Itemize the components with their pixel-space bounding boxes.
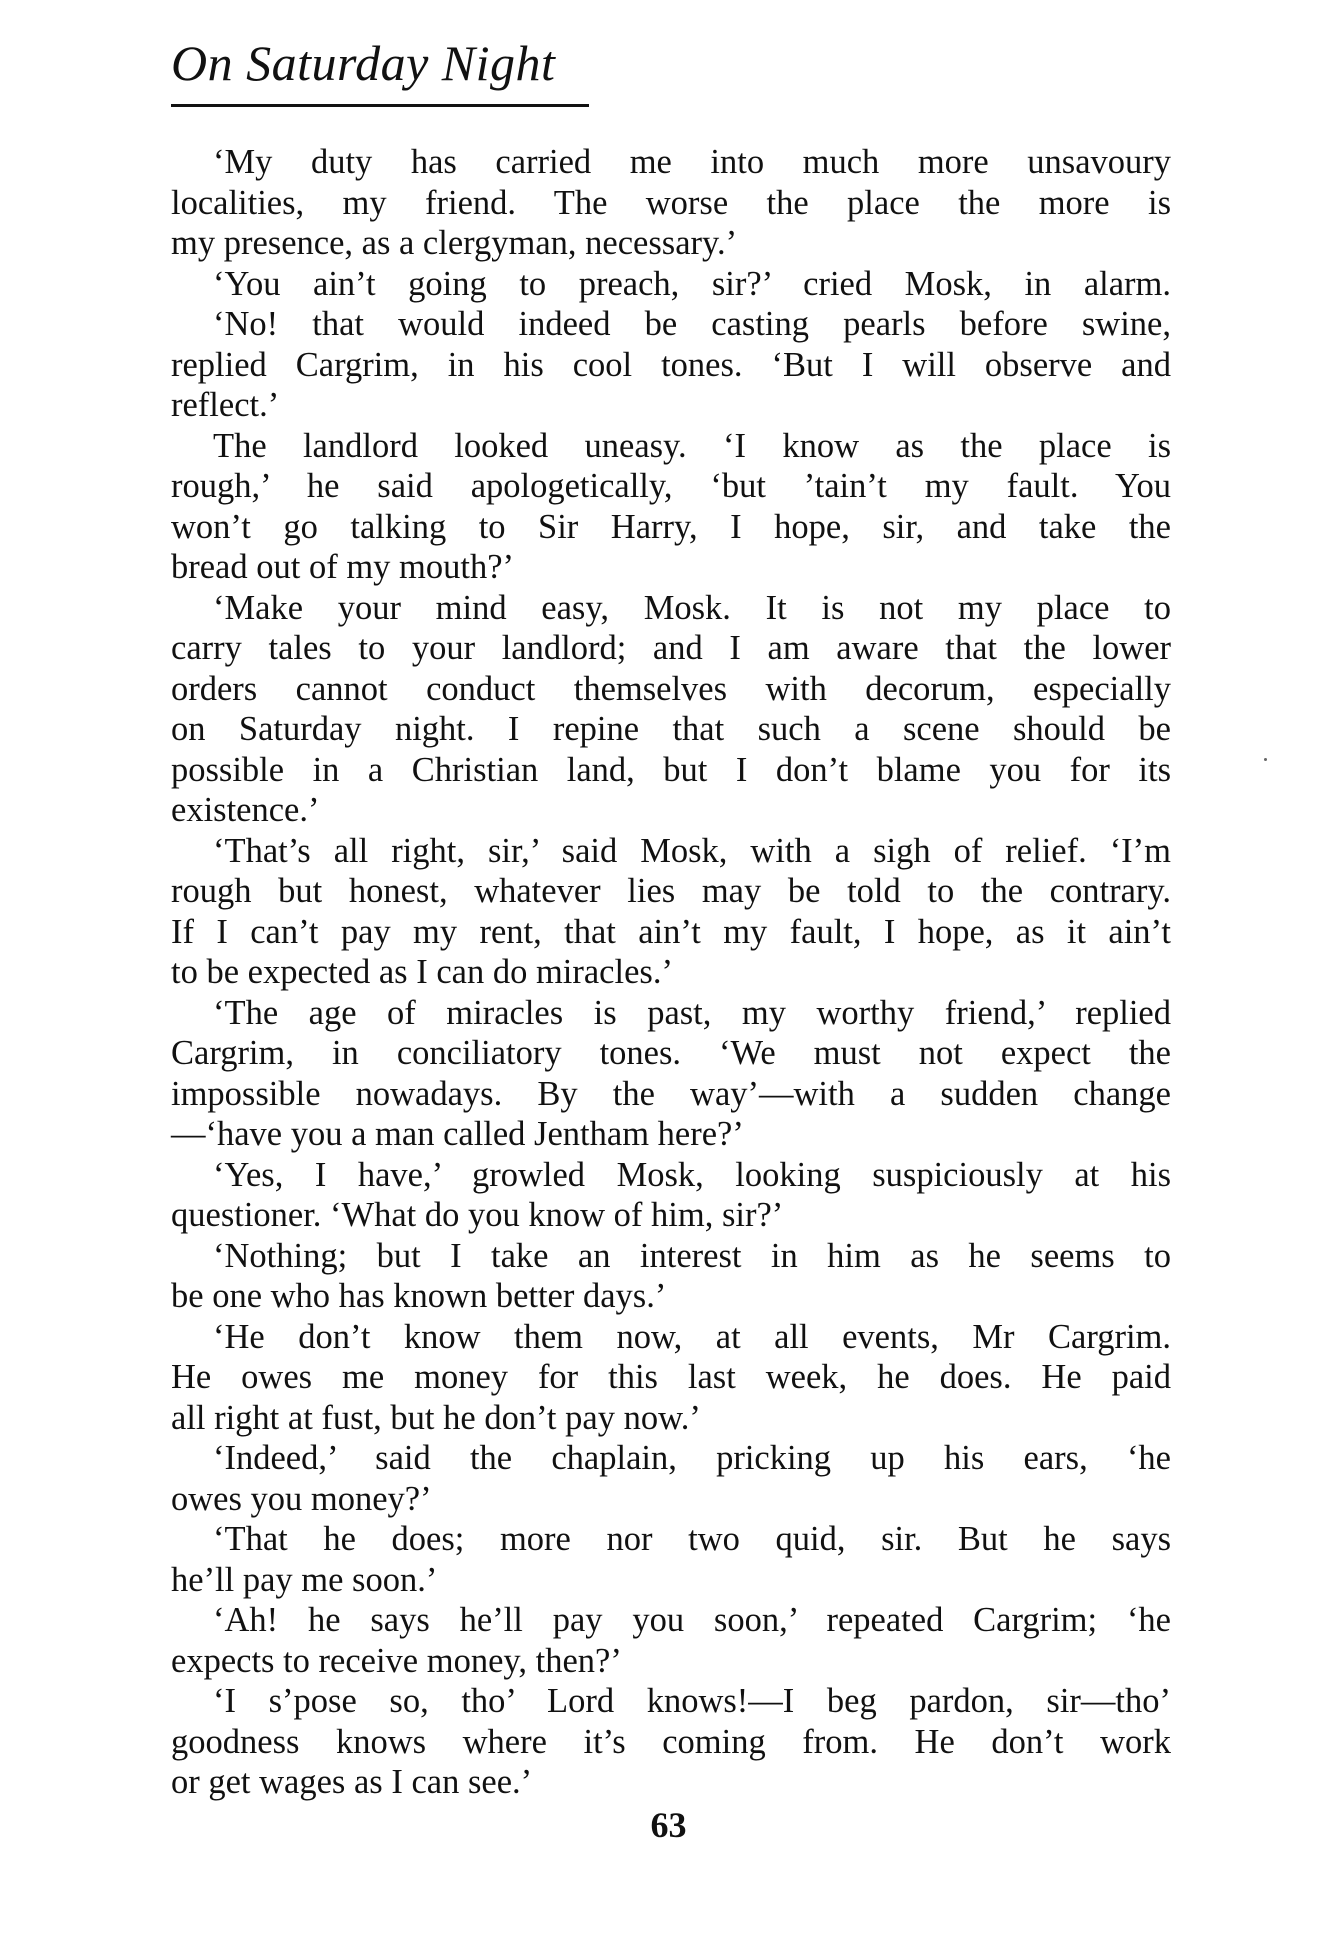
text-line: ‘Ah! he says he’ll pay you soon,’ repeated Cargrim; ‘he xyxy=(213,1601,1171,1639)
body-text xyxy=(171,142,1171,1803)
text-line: ‘That he does; more nor two quid, sir. But he says xyxy=(213,1520,1171,1558)
text-line: orders cannot conduct themselves with decorum, especially xyxy=(171,669,1171,708)
text-line: carry tales to your landlord; and I am aware that the lower xyxy=(171,629,1171,667)
text-line: expects to receive money, then?’ xyxy=(171,1641,622,1680)
text-line: goodness knows where it’s coming from. He don’t work xyxy=(171,1722,1171,1761)
text-line: —‘have you a man called Jentham here?’ xyxy=(171,1115,744,1153)
text-line: If I can’t pay my rent, that ain’t my fault, I hope, as it ain’t xyxy=(171,912,1171,951)
text-line: The landlord looked uneasy. ‘I know as the place is xyxy=(213,426,1171,465)
text-line: rough but honest, whatever lies may be told to the contrary. xyxy=(171,872,1171,910)
text-line: Cargrim, in conciliatory tones. ‘We must not expect the xyxy=(171,1034,1171,1072)
text-line: ‘No! that would indeed be casting pearls before swine, xyxy=(213,305,1171,343)
text-line: all right at fust, but he don’t pay now.’ xyxy=(171,1398,701,1437)
text-line: be one who has known better days.’ xyxy=(171,1277,667,1315)
margin-speck xyxy=(1264,758,1267,761)
text-line: ‘My duty has carried me into much more unsavoury xyxy=(213,143,1171,181)
text-line: existence.’ xyxy=(171,791,320,829)
page-number: 63 xyxy=(650,1805,687,1845)
text-line: ‘He don’t know them now, at all events, Mr Cargrim. xyxy=(213,1317,1171,1356)
text-line: ‘The age of miracles is past, my worthy friend,’ replied xyxy=(213,993,1171,1032)
text-line: questioner. ‘What do you know of him, sir?’ xyxy=(171,1196,784,1234)
text-line: impossible nowadays. By the way’—with a sudden change xyxy=(171,1074,1171,1113)
text-line: my presence, as a clergyman, necessary.’ xyxy=(171,224,738,262)
running-head-rule xyxy=(171,104,589,107)
text-line: ‘Nothing; but I take an interest in him as he seems to xyxy=(213,1236,1171,1275)
text-line: ‘Yes, I have,’ growled Mosk, looking suspiciously at his xyxy=(213,1155,1171,1194)
running-head xyxy=(171,32,591,107)
text-line: he’ll pay me soon.’ xyxy=(171,1560,438,1599)
text-line: ‘That’s all right, sir,’ said Mosk, with a sigh of relief. ‘I’m xyxy=(213,831,1171,870)
text-line: owes you money?’ xyxy=(171,1479,432,1518)
text-line: won’t go talking to Sir Harry, I hope, sir, and take the xyxy=(171,507,1171,546)
text-line: rough,’ he said apologetically, ‘but ’tain’t my fault. You xyxy=(171,467,1171,505)
text-line: bread out of my mouth?’ xyxy=(171,548,514,586)
running-head-title: On Saturday Night xyxy=(171,35,556,91)
text-line: ‘Indeed,’ said the chaplain, pricking up his ears, ‘he xyxy=(213,1439,1171,1477)
text-line: ‘I s’pose so, tho’ Lord knows!—I beg pardon, sir—tho’ xyxy=(213,1682,1171,1720)
text-line: possible in a Christian land, but I don’t blame you for its xyxy=(171,750,1171,789)
text-line: or get wages as I can see.’ xyxy=(171,1763,533,1801)
text-line: ‘Make your mind easy, Mosk. It is not my place to xyxy=(213,588,1171,627)
text-line: on Saturday night. I repine that such a scene should be xyxy=(171,710,1171,748)
text-line: to be expected as I can do miracles.’ xyxy=(171,953,673,991)
text-line: ‘You ain’t going to preach, sir?’ cried Mosk, in alarm. xyxy=(213,264,1171,303)
text-line: replied Cargrim, in his cool tones. ‘But I will observe and xyxy=(171,345,1171,384)
text-line: localities, my friend. The worse the place the more is xyxy=(171,183,1171,222)
text-line: He owes me money for this last week, he does. He paid xyxy=(171,1358,1171,1396)
text-line: reflect.’ xyxy=(171,386,280,424)
